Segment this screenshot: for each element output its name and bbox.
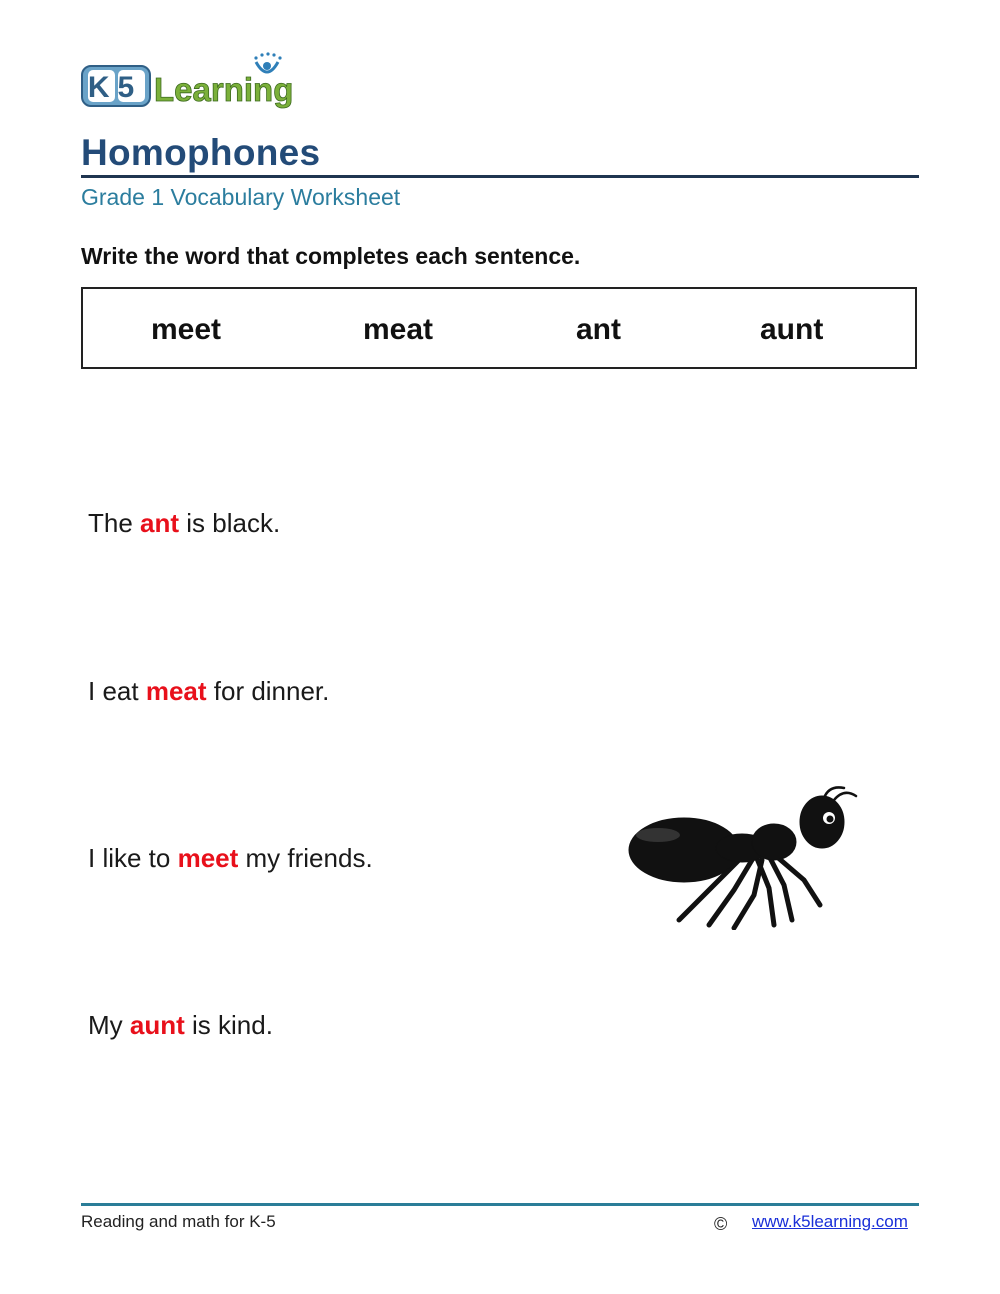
sentence-text: is kind. — [184, 1010, 273, 1040]
sentence-1 — [88, 508, 280, 539]
instruction-text: Write the word that completes each sentence. — [81, 243, 581, 269]
word-bank-item: aunt — [760, 313, 824, 346]
logo-learning-text: Learning — [154, 71, 294, 108]
logo-k5-text: K5 — [87, 71, 143, 104]
sentence-text: for dinner. — [206, 676, 330, 706]
answer-word: ant — [140, 508, 180, 538]
ant-icon — [624, 780, 864, 930]
answer-word: meat — [145, 676, 207, 706]
word-bank-item: meet — [151, 313, 222, 346]
sentence-text: my friends. — [238, 843, 373, 873]
k5-learning-logo — [80, 52, 320, 114]
copyright-symbol: © — [714, 1214, 728, 1234]
sentence-4 — [88, 1010, 273, 1041]
footer-tagline: Reading and math for K-5 — [81, 1212, 276, 1231]
answer-word: meet — [177, 843, 239, 873]
sentence-text: My — [88, 1010, 130, 1040]
sentence-text: is black. — [179, 508, 281, 538]
word-bank-item: ant — [576, 313, 621, 346]
sentence-text: I like to — [88, 843, 178, 873]
worksheet-subtitle: Grade 1 Vocabulary Worksheet — [81, 184, 401, 210]
website-link[interactable]: www.k5learning.com — [752, 1212, 908, 1231]
worksheet-title: Homophones — [81, 132, 321, 173]
sentence-text: I eat — [88, 676, 146, 706]
sentence-3 — [88, 843, 373, 874]
title-divider — [81, 175, 919, 178]
answer-word: aunt — [129, 1010, 185, 1040]
word-bank-item: meat — [363, 313, 434, 346]
sentence-2 — [88, 676, 329, 707]
logo-figure-icon — [254, 52, 281, 72]
footer-divider — [81, 1203, 919, 1206]
sentence-text: The — [88, 508, 141, 538]
word-bank — [81, 287, 917, 369]
k5-badge — [82, 66, 150, 106]
